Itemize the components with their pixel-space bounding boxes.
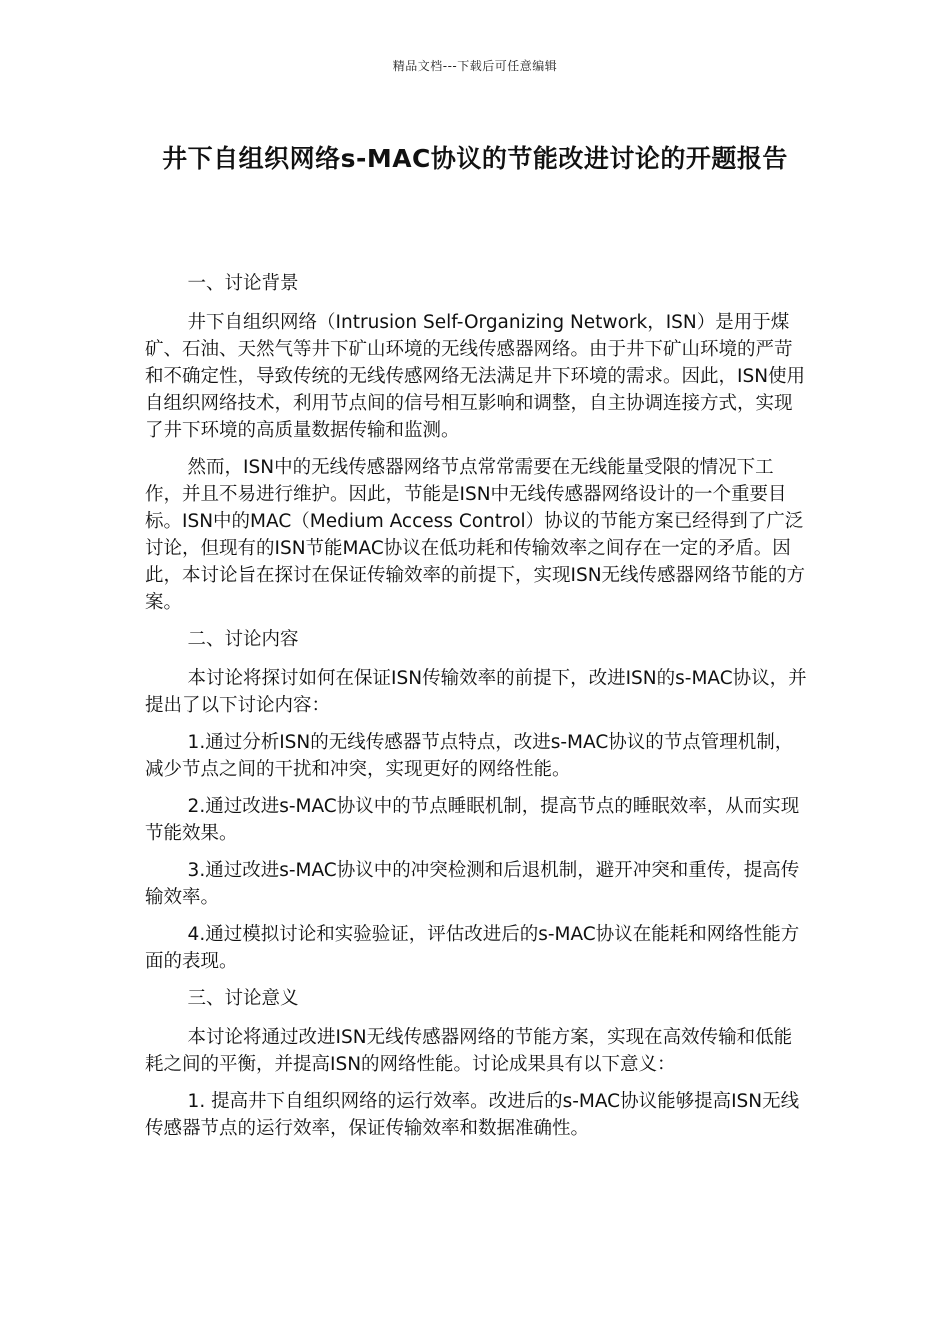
document-body (145, 270, 809, 1152)
paragraph: 本讨论将探讨如何在保证ISN传输效率的前提下，改进ISN的s-MAC协议，并提出了以下讨论内容： (145, 668, 807, 716)
list-item: 3.通过改进s-MAC协议中的冲突检测和后退机制，避开冲突和重传，提高传输效率。 (145, 860, 800, 908)
list-item: 1. 提高井下自组织网络的运行效率。改进后的s-MAC协议能够提高ISN无线传感器节点的运行效率，保证传输效率和数据准确性。 (145, 1091, 800, 1139)
paragraph: 然而，ISN中的无线传感器网络节点常常需要在无线能量受限的情况下工作，并且不易进行维护。因此，节能是ISN中无线传感器网络设计的一个重要目标。ISN中的MAC（Medium Access Control）协议的节能方案已经得到了广泛讨论，但现有的ISN节能MAC协议在低功耗和传输效率之间存在一定的矛盾。因此，本讨论旨在探讨在保证传输效率的前提下，实现ISN无线传感器网络节能的方案。 (145, 457, 806, 613)
list-item: 2.通过改进s-MAC协议中的节点睡眠机制，提高节点的睡眠效率，从而实现节能效果。 (145, 796, 800, 844)
section-heading-significance: 三、讨论意义 (187, 988, 299, 1009)
list-item: 1.通过分析ISN的无线传感器节点特点，改进s-MAC协议的节点管理机制，减少节点之间的干扰和冲突，实现更好的网络性能。 (145, 732, 794, 780)
page-header: 精品文档---下载后可任意编辑 (392, 59, 558, 73)
document-title: 井下自组织网络s-MAC协议的节能改进讨论的开题报告 (162, 144, 788, 173)
section-heading-background: 一、讨论背景 (187, 273, 299, 294)
list-item: 4.通过模拟讨论和实验验证，评估改进后的s-MAC协议在能耗和网络性能方面的表现。 (145, 924, 800, 972)
section-heading-content: 二、讨论内容 (187, 629, 299, 650)
paragraph: 井下自组织网络（Intrusion Self-Organizing Network，ISN）是用于煤矿、石油、天然气等井下矿山环境的无线传感器网络。由于井下矿山环境的严苛和不确定性，导致传统的无线传感网络无法满足井下环境的需求。因此，ISN使用自组织网络技术，利用节点间的信号相互影响和调整，自主协调连接方式，实现了井下环境的高质量数据传输和监测。 (145, 312, 806, 441)
paragraph: 本讨论将通过改进ISN无线传感器网络的节能方案，实现在高效传输和低能耗之间的平衡，并提高ISN的网络性能。讨论成果具有以下意义： (145, 1027, 793, 1075)
